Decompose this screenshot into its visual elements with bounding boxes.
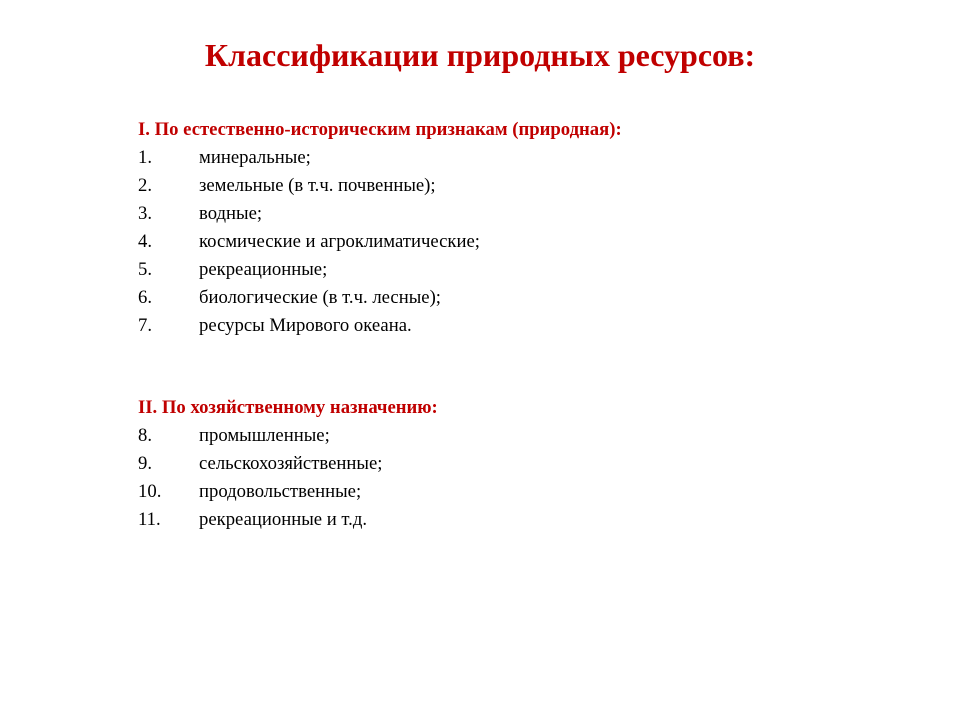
list-item-number: 5. bbox=[138, 259, 153, 280]
list-item-number: 6. bbox=[138, 287, 153, 308]
section-heading: II. По хозяйственному назначению: bbox=[138, 397, 438, 418]
list-item-number: 8. bbox=[138, 425, 153, 446]
list-item-number: 3. bbox=[138, 203, 153, 224]
section-economic-classification bbox=[138, 394, 898, 534]
list-item-text: биологические (в т.ч. лесные); bbox=[199, 287, 441, 308]
list-item-number: 7. bbox=[138, 315, 153, 336]
list-item bbox=[138, 228, 898, 256]
list-item bbox=[138, 478, 898, 506]
list-item-text: минеральные; bbox=[199, 147, 311, 168]
list-item-number: 2. bbox=[138, 175, 153, 196]
list-item-text: продовольственные; bbox=[199, 481, 362, 502]
list-item-text: промышленные; bbox=[199, 425, 330, 446]
list-item bbox=[138, 422, 898, 450]
list-item-number: 11. bbox=[138, 509, 161, 530]
list-item-text: земельные (в т.ч. почвенные); bbox=[199, 175, 436, 196]
list-item-number: 4. bbox=[138, 231, 153, 252]
list-item-text: водные; bbox=[199, 203, 263, 224]
list-item bbox=[138, 256, 898, 284]
list-item bbox=[138, 144, 898, 172]
list-item-number: 1. bbox=[138, 147, 153, 168]
section-natural-classification bbox=[138, 116, 898, 340]
slide-title: Классификации природных ресурсов: bbox=[204, 37, 756, 73]
list-item-text: рекреационные и т.д. bbox=[199, 509, 368, 530]
list-item bbox=[138, 506, 898, 534]
list-item-number: 9. bbox=[138, 453, 153, 474]
list-item bbox=[138, 172, 898, 200]
list-item-number: 10. bbox=[138, 481, 162, 502]
list-item bbox=[138, 284, 898, 312]
list-item-text: сельскохозяйственные; bbox=[199, 453, 383, 474]
list-item bbox=[138, 312, 898, 340]
list-item-text: рекреационные; bbox=[199, 259, 328, 280]
list-item bbox=[138, 200, 898, 228]
list-item-text: космические и агроклиматические; bbox=[199, 231, 480, 252]
list-item-text: ресурсы Мирового океана. bbox=[199, 315, 412, 336]
section-heading: I. По естественно-историческим признакам (природная): bbox=[138, 119, 622, 140]
list-item bbox=[138, 450, 898, 478]
